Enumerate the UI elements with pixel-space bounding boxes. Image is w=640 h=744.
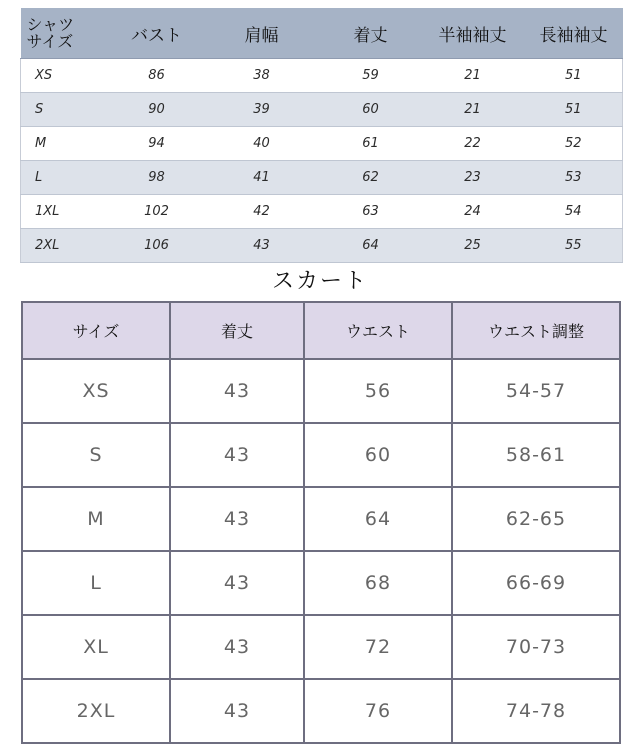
skirt-cell-waist: 60	[304, 423, 452, 487]
skirt-cell-size: S	[22, 423, 170, 487]
shirt-cell-bust: 90	[111, 93, 203, 127]
shirt-header-length: 着丈	[321, 8, 421, 59]
skirt-cell-length: 43	[170, 679, 304, 743]
shirt-cell-long-sleeve: 55	[525, 229, 623, 263]
shirt-cell-short-sleeve: 21	[421, 93, 525, 127]
shirt-cell-bust: 86	[111, 59, 203, 93]
skirt-header-row	[22, 302, 620, 359]
shirt-header-long-sleeve: 長袖袖丈	[525, 8, 623, 59]
shirt-cell-length: 63	[321, 195, 421, 229]
skirt-cell-length: 43	[170, 487, 304, 551]
shirt-cell-length: 59	[321, 59, 421, 93]
shirt-cell-length: 60	[321, 93, 421, 127]
skirt-cell-length: 43	[170, 551, 304, 615]
shirt-cell-bust: 106	[111, 229, 203, 263]
shirt-row	[21, 229, 623, 263]
shirt-cell-short-sleeve: 24	[421, 195, 525, 229]
skirt-cell-waist: 68	[304, 551, 452, 615]
skirt-size-table	[21, 301, 621, 744]
skirt-cell-waist: 72	[304, 615, 452, 679]
shirt-cell-size: S	[21, 93, 111, 127]
shirt-row	[21, 161, 623, 195]
shirt-row	[21, 195, 623, 229]
skirt-row	[22, 615, 620, 679]
shirt-cell-long-sleeve: 52	[525, 127, 623, 161]
shirt-header-row	[21, 8, 623, 59]
shirt-cell-length: 64	[321, 229, 421, 263]
shirt-header-short-sleeve: 半袖袖丈	[421, 8, 525, 59]
skirt-cell-waist-adjust: 70-73	[452, 615, 620, 679]
skirt-cell-length: 43	[170, 423, 304, 487]
skirt-cell-waist-adjust: 54-57	[452, 359, 620, 423]
shirt-cell-length: 62	[321, 161, 421, 195]
shirt-cell-shoulder: 41	[203, 161, 321, 195]
skirt-title: スカート	[271, 269, 368, 294]
shirt-cell-bust: 102	[111, 195, 203, 229]
shirt-cell-long-sleeve: 51	[525, 59, 623, 93]
shirt-cell-long-sleeve: 51	[525, 93, 623, 127]
skirt-header-waist: ウエスト	[304, 302, 452, 359]
skirt-row	[22, 359, 620, 423]
skirt-header-length: 着丈	[170, 302, 304, 359]
skirt-cell-waist-adjust: 62-65	[452, 487, 620, 551]
skirt-cell-waist: 56	[304, 359, 452, 423]
shirt-cell-bust: 94	[111, 127, 203, 161]
shirt-cell-shoulder: 39	[203, 93, 321, 127]
shirt-size-table	[20, 8, 623, 263]
skirt-row	[22, 551, 620, 615]
shirt-row	[21, 59, 623, 93]
shirt-row	[21, 127, 623, 161]
skirt-cell-size: XS	[22, 359, 170, 423]
skirt-header-size: サイズ	[22, 302, 170, 359]
shirt-cell-size: 2XL	[21, 229, 111, 263]
skirt-cell-waist: 76	[304, 679, 452, 743]
skirt-cell-length: 43	[170, 359, 304, 423]
skirt-row	[22, 487, 620, 551]
skirt-cell-waist: 64	[304, 487, 452, 551]
shirt-cell-shoulder: 42	[203, 195, 321, 229]
skirt-row	[22, 679, 620, 743]
shirt-cell-size: L	[21, 161, 111, 195]
skirt-cell-length: 43	[170, 615, 304, 679]
shirt-cell-bust: 98	[111, 161, 203, 195]
skirt-cell-size: L	[22, 551, 170, 615]
shirt-cell-short-sleeve: 23	[421, 161, 525, 195]
shirt-cell-long-sleeve: 54	[525, 195, 623, 229]
shirt-cell-shoulder: 43	[203, 229, 321, 263]
shirt-header-bust: バスト	[111, 8, 203, 59]
shirt-header-size	[21, 8, 111, 59]
skirt-cell-waist-adjust: 58-61	[452, 423, 620, 487]
shirt-cell-shoulder: 40	[203, 127, 321, 161]
skirt-row	[22, 423, 620, 487]
shirt-row	[21, 93, 623, 127]
shirt-cell-short-sleeve: 25	[421, 229, 525, 263]
shirt-cell-long-sleeve: 53	[525, 161, 623, 195]
skirt-cell-size: 2XL	[22, 679, 170, 743]
skirt-header-waist-adjust: ウエスト調整	[452, 302, 620, 359]
skirt-cell-size: M	[22, 487, 170, 551]
shirt-header-shoulder: 肩幅	[203, 8, 321, 59]
shirt-cell-size: XS	[21, 59, 111, 93]
shirt-cell-size: M	[21, 127, 111, 161]
skirt-cell-waist-adjust: 74-78	[452, 679, 620, 743]
shirt-cell-size: 1XL	[21, 195, 111, 229]
skirt-cell-waist-adjust: 66-69	[452, 551, 620, 615]
shirt-cell-short-sleeve: 22	[421, 127, 525, 161]
skirt-cell-size: XL	[22, 615, 170, 679]
shirt-cell-shoulder: 38	[203, 59, 321, 93]
shirt-cell-length: 61	[321, 127, 421, 161]
shirt-cell-short-sleeve: 21	[421, 59, 525, 93]
shirt-header-size-label: シャツ サイズ	[26, 15, 75, 51]
